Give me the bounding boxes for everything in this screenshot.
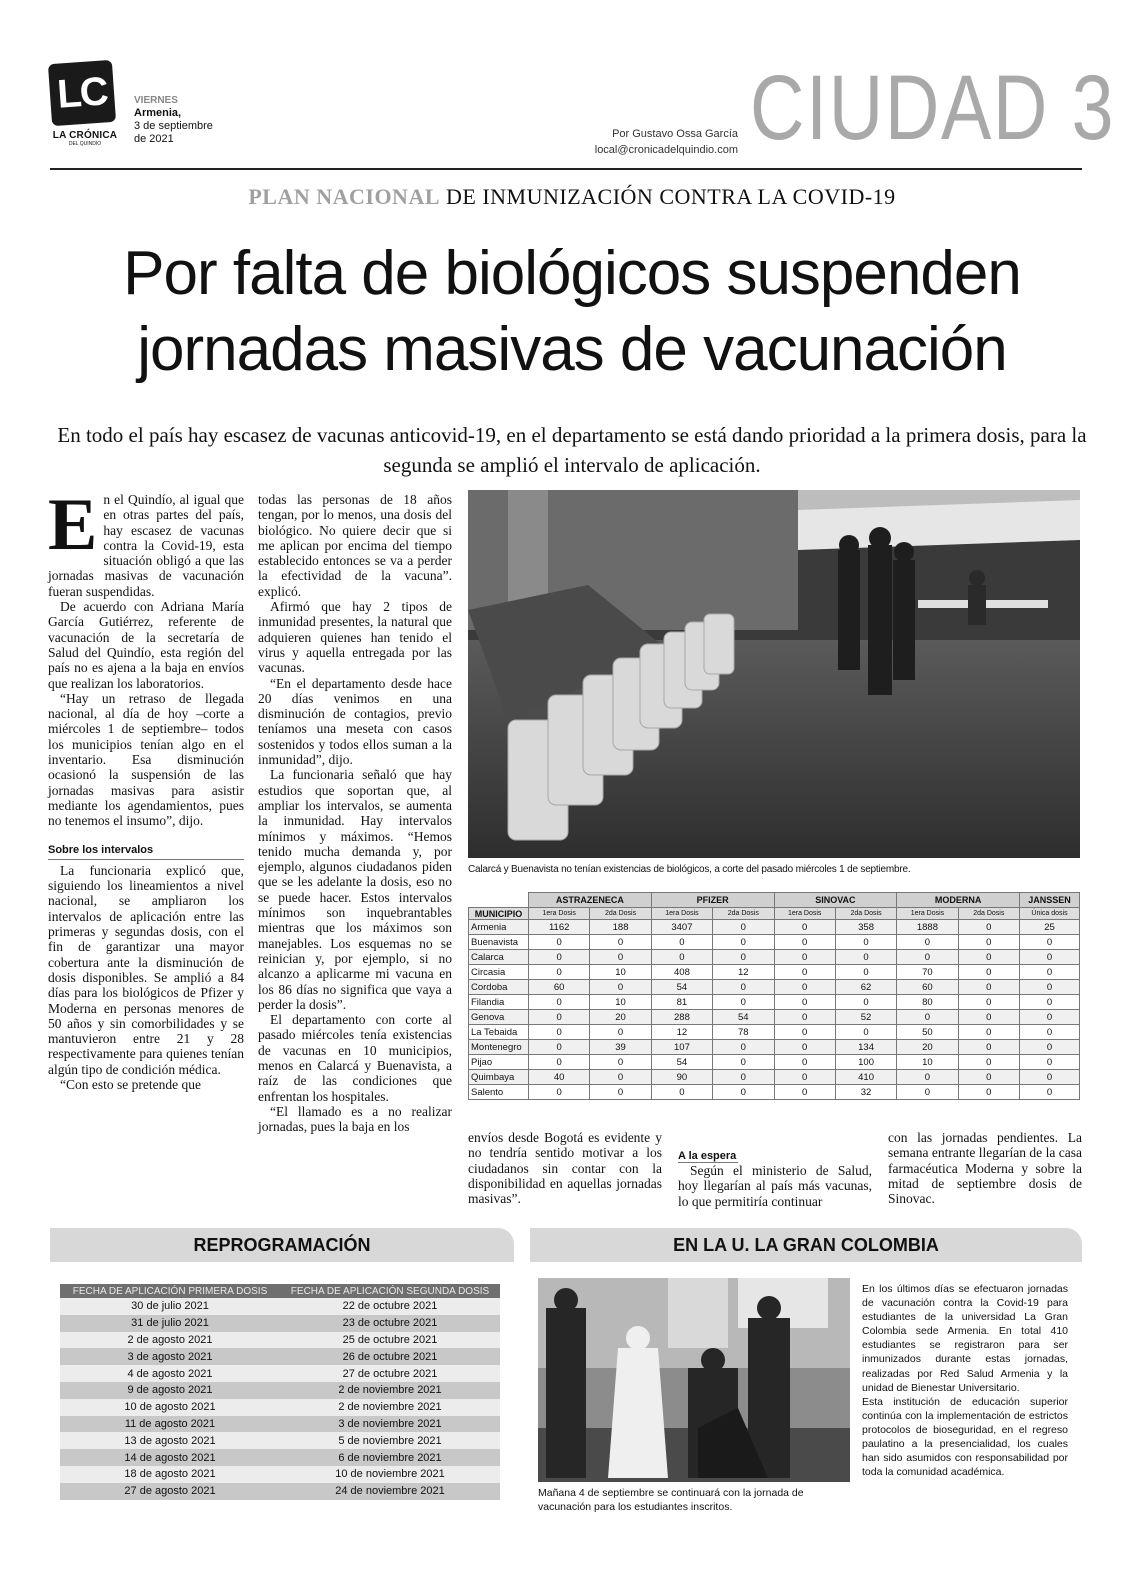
dose-count-cell: 0 [651, 935, 712, 950]
dose-label: 1era Dosis [651, 908, 712, 920]
table-row [60, 1399, 500, 1416]
author: Por Gustavo Ossa García [612, 128, 738, 140]
dose-count-cell: 25 [1020, 920, 1080, 935]
first-dose-date: 14 de agosto 2021 [60, 1449, 280, 1466]
paragraph: “El llamado es a no realizar jornadas, pues la baja en los [258, 1103, 452, 1135]
dose-count-cell: 188 [590, 920, 651, 935]
paragraph: La funcionaria explicó que, siguiendo los lineamientos a nivel nacional, se ampliaron los intervalos de aplicación entre las primeras y segundas dosis, con el fin de garantizar una mayor cobertura ante la disminución de dosis disponibles. Se amplió a 84 días para los biológicos de Pfizer y Moderna en personas menores de 50 años y sin comorbilidades y se mantuvieron entre 21 y 28 respectivamente para quienes tenían algún tipo de condición médica. [48, 862, 244, 1077]
paragraph: con las jornadas pendientes. La semana entrante llegarían de la casa farmacéutica Moderna y sobre la mitad de septiembre dosis de Sinovac. [888, 1130, 1082, 1207]
kicker-highlight: PLAN NACIONAL [248, 184, 441, 209]
dose-count-cell: 3407 [651, 920, 712, 935]
dose-count-cell: 0 [958, 920, 1019, 935]
dose-count-cell: 0 [897, 1010, 958, 1025]
dose-count-cell: 20 [590, 1010, 651, 1025]
dose-count-cell: 10 [590, 995, 651, 1010]
dose-count-cell: 0 [958, 1055, 1019, 1070]
dose-count-cell: 0 [774, 935, 835, 950]
dose-count-cell: 0 [529, 1025, 590, 1040]
dose-count-cell: 12 [713, 965, 774, 980]
dose-count-cell: 0 [774, 1025, 835, 1040]
date-block [134, 94, 213, 146]
reprogramacion-table [60, 1284, 500, 1500]
dose-count-cell: 39 [590, 1040, 651, 1055]
kicker-rest: DE INMUNIZACIÓN CONTRA LA COVID-19 [440, 184, 896, 209]
brand-header-row [469, 893, 1080, 908]
subheading: A la espera [678, 1150, 737, 1162]
second-dose-date: 3 de noviembre 2021 [280, 1416, 500, 1433]
municipio-cell: Genova [469, 1010, 529, 1025]
article-column-5 [888, 1130, 1082, 1206]
dose-count-cell: 0 [1020, 965, 1080, 980]
municipio-cell: Buenavista [469, 935, 529, 950]
dose-count-cell: 0 [713, 1070, 774, 1085]
subheading: Sobre los intervalos [48, 843, 244, 860]
paragraph: La funcionaria señaló que hay estudios que soportan que, al ampliar los intervalos, se aumenta la inmunidad. Hay intervalos mínimos y máximos. “Hemos tenido mucha demanda y, por ejemplo, algunos ciudadanos piden que se les adelante la dosis, eso no se puede hacer. Estos intervalos mínimos son inquebrantables mientras que los máximos son manejables. Los esquemas no se reinician y, por ejemplo, si no alcanzo a aplicarme mi vacuna en los 86 días no significa que vaya a perder la dosis”. [258, 767, 452, 1012]
table-row [60, 1365, 500, 1382]
dose-count-cell: 0 [958, 980, 1019, 995]
municipio-cell: Calarca [469, 950, 529, 965]
dose-count-cell: 0 [1020, 1070, 1080, 1085]
headline [40, 236, 1104, 388]
dose-count-cell: 10 [590, 965, 651, 980]
photo-caption: Calarcá y Buenavista no tenían existencias de biológicos, a corte del pasado miércoles 1 de septiembre. [468, 864, 911, 875]
dose-label: 2da Dosis [958, 908, 1019, 920]
dose-count-cell: 81 [651, 995, 712, 1010]
dose-count-cell: 80 [897, 995, 958, 1010]
municipio-cell: Pijao [469, 1055, 529, 1070]
paragraph: “En el departamento desde hace 20 días venimos en una disminución de contagios, previo teníamos una meseta con casos sostenidos y todos ellos suman a la inmunidad”, dijo. [258, 675, 452, 768]
municipio-cell: Salento [469, 1085, 529, 1100]
dose-count-cell: 0 [529, 965, 590, 980]
dose-count-cell: 0 [713, 920, 774, 935]
table-row [60, 1315, 500, 1332]
reprogramacion-header-row [60, 1284, 500, 1298]
dose-count-cell: 0 [529, 935, 590, 950]
paragraph: En los últimos días se efectuaron jornadas de vacunación contra la Covid-19 para estudiantes de la universidad La Gran Colombia sede Armenia. En total 410 estudiantes se registraron para ser inmunizados durante estas jornadas, realizadas por Red Salud Armenia y la unidad de Bienestar Universitario. [862, 1283, 1068, 1394]
table-row [469, 1085, 1080, 1100]
table-row [60, 1416, 500, 1433]
dose-count-cell: 358 [835, 920, 896, 935]
second-dose-date: 23 de octubre 2021 [280, 1315, 500, 1332]
dose-label: 2da Dosis [835, 908, 896, 920]
dose-count-cell: 0 [774, 920, 835, 935]
dose-count-cell: 0 [1020, 1055, 1080, 1070]
dose-count-cell: 0 [529, 1085, 590, 1100]
dose-label: 1era Dosis [529, 908, 590, 920]
photo-illustration [538, 1278, 850, 1482]
dose-count-cell: 0 [713, 980, 774, 995]
dose-label: 1era Dosis [897, 908, 958, 920]
dose-count-cell: 52 [835, 1010, 896, 1025]
dose-count-cell: 0 [651, 950, 712, 965]
table-row [60, 1449, 500, 1466]
dose-count-cell: 0 [835, 965, 896, 980]
dose-count-cell: 0 [1020, 1025, 1080, 1040]
dose-count-cell: 0 [529, 1010, 590, 1025]
paragraph: n el Quindío, al igual que en otras partes del país, hay escasez de vacunas contra la Covid-19, esta situación obligó a que las jornadas masivas de vacunación fueran suspendidas. [48, 492, 244, 599]
dose-count-cell: 50 [897, 1025, 958, 1040]
second-dose-date: 27 de octubre 2021 [280, 1365, 500, 1382]
first-dose-date: 3 de agosto 2021 [60, 1348, 280, 1365]
first-dose-date: 4 de agosto 2021 [60, 1365, 280, 1382]
first-dose-date: 18 de agosto 2021 [60, 1466, 280, 1483]
dose-count-cell: 0 [1020, 995, 1080, 1010]
first-dose-date: 30 de julio 2021 [60, 1298, 280, 1315]
second-dose-header: FECHA DE APLICACIÓN SEGUNDA DOSIS [280, 1284, 500, 1298]
second-dose-date: 26 de octubre 2021 [280, 1348, 500, 1365]
dose-count-cell: 0 [713, 995, 774, 1010]
table-row [60, 1432, 500, 1449]
dose-label: 2da Dosis [590, 908, 651, 920]
paragraph: Esta institución de educación superior continúa con la implementación de estrictos protocolos de bioseguridad, en el regreso paulatino a la presencialidad, los cuales han sido asumidos con responsabilidad por toda la comunidad académica. [862, 1395, 1068, 1479]
first-dose-date: 27 de agosto 2021 [60, 1483, 280, 1500]
municipio-cell: Quimbaya [469, 1070, 529, 1085]
table-row [469, 1010, 1080, 1025]
table-row [469, 1025, 1080, 1040]
dose-count-cell: 134 [835, 1040, 896, 1055]
dose-count-cell: 0 [713, 1040, 774, 1055]
second-dose-date: 6 de noviembre 2021 [280, 1449, 500, 1466]
blank-header [469, 893, 529, 908]
dose-count-cell: 0 [713, 950, 774, 965]
dose-count-cell: 0 [774, 995, 835, 1010]
table-row [469, 995, 1080, 1010]
dose-count-cell: 90 [651, 1070, 712, 1085]
dose-count-cell: 0 [1020, 1010, 1080, 1025]
dose-count-cell: 60 [529, 980, 590, 995]
dose-count-cell: 0 [529, 995, 590, 1010]
brand-janssen: JANSSEN [1020, 893, 1080, 908]
municipio-header: MUNICIPIO [469, 908, 529, 920]
dose-count-cell: 54 [713, 1010, 774, 1025]
dose-label: 2da Dosis [713, 908, 774, 920]
second-dose-date: 10 de noviembre 2021 [280, 1466, 500, 1483]
dose-count-cell: 0 [713, 1085, 774, 1100]
city: Armenia, [134, 107, 182, 119]
dose-count-cell: 0 [774, 980, 835, 995]
table-row [469, 920, 1080, 935]
table-row [469, 980, 1080, 995]
dose-count-cell: 12 [651, 1025, 712, 1040]
header-rule [50, 168, 1082, 170]
dose-count-cell: 54 [651, 980, 712, 995]
dose-count-cell: 0 [774, 950, 835, 965]
dose-count-cell: 0 [590, 1025, 651, 1040]
first-dose-date: 31 de julio 2021 [60, 1315, 280, 1332]
dose-count-cell: 0 [1020, 950, 1080, 965]
date-line-1: 3 de septiembre [134, 120, 213, 132]
municipio-cell: Cordoba [469, 980, 529, 995]
first-dose-date: 10 de agosto 2021 [60, 1399, 280, 1416]
dose-count-cell: 0 [590, 950, 651, 965]
dose-count-cell: 0 [590, 1085, 651, 1100]
dropcap: E [48, 484, 98, 566]
dose-count-cell: 0 [774, 1040, 835, 1055]
municipio-cell: Circasia [469, 965, 529, 980]
dose-count-cell: 0 [774, 965, 835, 980]
dose-count-cell: 0 [590, 1070, 651, 1085]
table-row [60, 1298, 500, 1315]
dose-count-cell: 0 [713, 1055, 774, 1070]
table-row [469, 1070, 1080, 1085]
dose-count-cell: 32 [835, 1085, 896, 1100]
dose-count-cell: 0 [958, 1010, 1019, 1025]
newspaper-logo [50, 62, 120, 147]
table-row [60, 1466, 500, 1483]
dose-count-cell: 0 [774, 1070, 835, 1085]
first-dose-header: FECHA DE APLICACIÓN PRIMERA DOSIS [60, 1284, 280, 1298]
dose-count-cell: 10 [897, 1055, 958, 1070]
dose-count-cell: 60 [897, 980, 958, 995]
dose-count-cell: 0 [590, 980, 651, 995]
dose-count-cell: 0 [590, 935, 651, 950]
dose-count-cell: 0 [897, 935, 958, 950]
second-dose-date: 22 de octubre 2021 [280, 1298, 500, 1315]
article-column-2 [258, 492, 452, 1134]
dose-count-cell: 0 [774, 1010, 835, 1025]
dose-count-cell: 0 [1020, 980, 1080, 995]
first-dose-date: 2 de agosto 2021 [60, 1332, 280, 1349]
reprogramacion-title: REPROGRAMACIÓN [50, 1228, 514, 1262]
byline [560, 126, 738, 158]
headline-line-1: Por falta de biológicos suspenden [123, 239, 1021, 308]
municipio-cell: Armenia [469, 920, 529, 935]
author-email: local@cronicadelquindio.com [594, 144, 738, 156]
weekday: VIERNES [134, 95, 178, 106]
brand-sinovac: SINOVAC [774, 893, 897, 908]
table-row [60, 1348, 500, 1365]
dose-count-cell: 0 [713, 935, 774, 950]
dose-count-cell: 0 [835, 995, 896, 1010]
dose-count-cell: 0 [958, 965, 1019, 980]
table-row [60, 1382, 500, 1399]
dose-count-cell: 288 [651, 1010, 712, 1025]
paragraph: todas las personas de 18 años tengan, por lo menos, una dosis del biológico. No quiere decir que si me aplican por encima del tiempo establecido entonces se va a perder la efectividad de la vacuna”. explicó. [258, 492, 452, 599]
dose-count-cell: 0 [651, 1085, 712, 1100]
brand-moderna: MODERNA [897, 893, 1020, 908]
article-column-4 [678, 1163, 872, 1209]
municipio-cell: La Tebaida [469, 1025, 529, 1040]
dose-count-cell: 0 [590, 1055, 651, 1070]
dose-count-cell: 0 [958, 1025, 1019, 1040]
logo-mark: LC [48, 60, 116, 126]
dose-count-cell: 0 [529, 1055, 590, 1070]
paragraph: “Con esto se pretende que [60, 1076, 201, 1092]
dose-count-cell: 78 [713, 1025, 774, 1040]
table-row [469, 950, 1080, 965]
dose-count-cell: 0 [835, 935, 896, 950]
logo-subname: DEL QUINDÍO [68, 141, 102, 147]
dose-count-cell: 0 [1020, 935, 1080, 950]
dose-count-cell: 0 [1020, 1085, 1080, 1100]
dose-count-cell: 408 [651, 965, 712, 980]
dose-count-cell: 0 [958, 1085, 1019, 1100]
brand-astrazeneca: ASTRAZENECA [529, 893, 652, 908]
paragraph: Afirmó que hay 2 tipos de inmunidad presentes, la natural que adquieren quienes han tenido el virus y aquella entregada por las vacunas. [258, 599, 452, 676]
paragraph: envíos desde Bogotá es evidente y no tendría sentido motivar a los ciudadanos sin contar con la disponibilidad en aquellas jornadas masivas”. [468, 1130, 662, 1207]
dose-count-cell: 40 [529, 1070, 590, 1085]
logo-name: LA CRÓNICA [52, 130, 118, 141]
table-row [469, 1055, 1080, 1070]
second-dose-date: 5 de noviembre 2021 [280, 1432, 500, 1449]
vaccine-inventory-table [468, 892, 1080, 1100]
first-dose-date: 11 de agosto 2021 [60, 1416, 280, 1433]
table-row [469, 1040, 1080, 1055]
dose-count-cell: 107 [651, 1040, 712, 1055]
dose-count-cell: 0 [958, 935, 1019, 950]
dose-count-cell: 0 [897, 1070, 958, 1085]
second-dose-date: 25 de octubre 2021 [280, 1332, 500, 1349]
vaccination-site-photo [468, 490, 1080, 858]
dose-count-cell: 0 [835, 950, 896, 965]
dose-count-cell: 0 [897, 950, 958, 965]
paragraph: De acuerdo con Adriana María García Gutiérrez, referente de vacunación de la secretaría de Salud del Quindío, esta región del país no es ajena a la baja en envíos que realizan los laboratorios. [48, 599, 244, 691]
table-row [469, 935, 1080, 950]
dose-count-cell: 0 [1020, 1040, 1080, 1055]
dose-count-cell: 0 [958, 1070, 1019, 1085]
student-vaccination-photo [538, 1278, 850, 1482]
table-row [60, 1483, 500, 1500]
dose-count-cell: 0 [529, 1040, 590, 1055]
dose-count-cell: 1162 [529, 920, 590, 935]
paragraph: Según el ministerio de Salud, hoy llegarían al país más vacunas, lo que permitiría continuar [678, 1163, 872, 1209]
dose-count-cell: 54 [651, 1055, 712, 1070]
paragraph: El departamento con corte al pasado miércoles tenía existencias de vacunas en 10 municipios, menos en Calarcá y Buenavista, a raíz de las condiciones que enfrentan los hospitales. [258, 1012, 452, 1104]
dose-count-cell: 0 [774, 1085, 835, 1100]
dose-count-cell: 410 [835, 1070, 896, 1085]
section-title: CIUDAD 3 [750, 57, 1116, 159]
photo-illustration [468, 490, 1080, 858]
dose-count-cell: 1888 [897, 920, 958, 935]
first-dose-date: 13 de agosto 2021 [60, 1432, 280, 1449]
dose-count-cell: 0 [835, 1025, 896, 1040]
second-dose-date: 2 de noviembre 2021 [280, 1399, 500, 1416]
table-row [469, 965, 1080, 980]
paragraph: “Hay un retraso de llegada nacional, al día de hoy –corte a miércoles 1 de septiembre– todos los municipios tenían algo en el inventario. Esa disminución ocasionó la suspensión de las jornadas masivas para asistir mediante los agendamientos, pues no tenemos el insumo”, dijo. [48, 690, 244, 829]
dose-header-row [469, 908, 1080, 920]
kicker [0, 184, 1144, 210]
dose-label: 1era Dosis [774, 908, 835, 920]
headline-line-2: jornadas masivas de vacunación [137, 315, 1007, 384]
dose-count-cell: 0 [958, 995, 1019, 1010]
table-row [60, 1332, 500, 1349]
deck: En todo el país hay escasez de vacunas anticovid-19, en el departamento se está dando prioridad a la primera dosis, para la segunda se amplió el intervalo de aplicación. [57, 423, 1087, 477]
article-column-1 [48, 484, 244, 1092]
date-line-2: de 2021 [134, 133, 174, 145]
gran-colombia-title: EN LA U. LA GRAN COLOMBIA [530, 1228, 1082, 1262]
article-column-3 [468, 1130, 662, 1206]
dose-count-cell: 70 [897, 965, 958, 980]
dose-count-cell: 0 [774, 1055, 835, 1070]
dose-count-cell: 100 [835, 1055, 896, 1070]
dose-count-cell: 62 [835, 980, 896, 995]
first-dose-date: 9 de agosto 2021 [60, 1382, 280, 1399]
second-dose-date: 2 de noviembre 2021 [280, 1382, 500, 1399]
dose-label: Única dosis [1020, 908, 1080, 920]
dose-count-cell: 0 [958, 1040, 1019, 1055]
brand-pfizer: PFIZER [651, 893, 774, 908]
dose-count-cell: 0 [897, 1085, 958, 1100]
gran-colombia-text [862, 1282, 1068, 1479]
dose-count-cell: 0 [529, 950, 590, 965]
vaccine-table-body [469, 920, 1080, 1100]
dose-count-cell: 20 [897, 1040, 958, 1055]
municipio-cell: Filandia [469, 995, 529, 1010]
municipio-cell: Montenegro [469, 1040, 529, 1055]
photo-caption: Mañana 4 de septiembre se continuará con la jornada de vacunación para los estudiantes inscritos. [538, 1487, 804, 1513]
second-dose-date: 24 de noviembre 2021 [280, 1483, 500, 1500]
reprogramacion-body [60, 1298, 500, 1500]
dose-count-cell: 0 [958, 950, 1019, 965]
